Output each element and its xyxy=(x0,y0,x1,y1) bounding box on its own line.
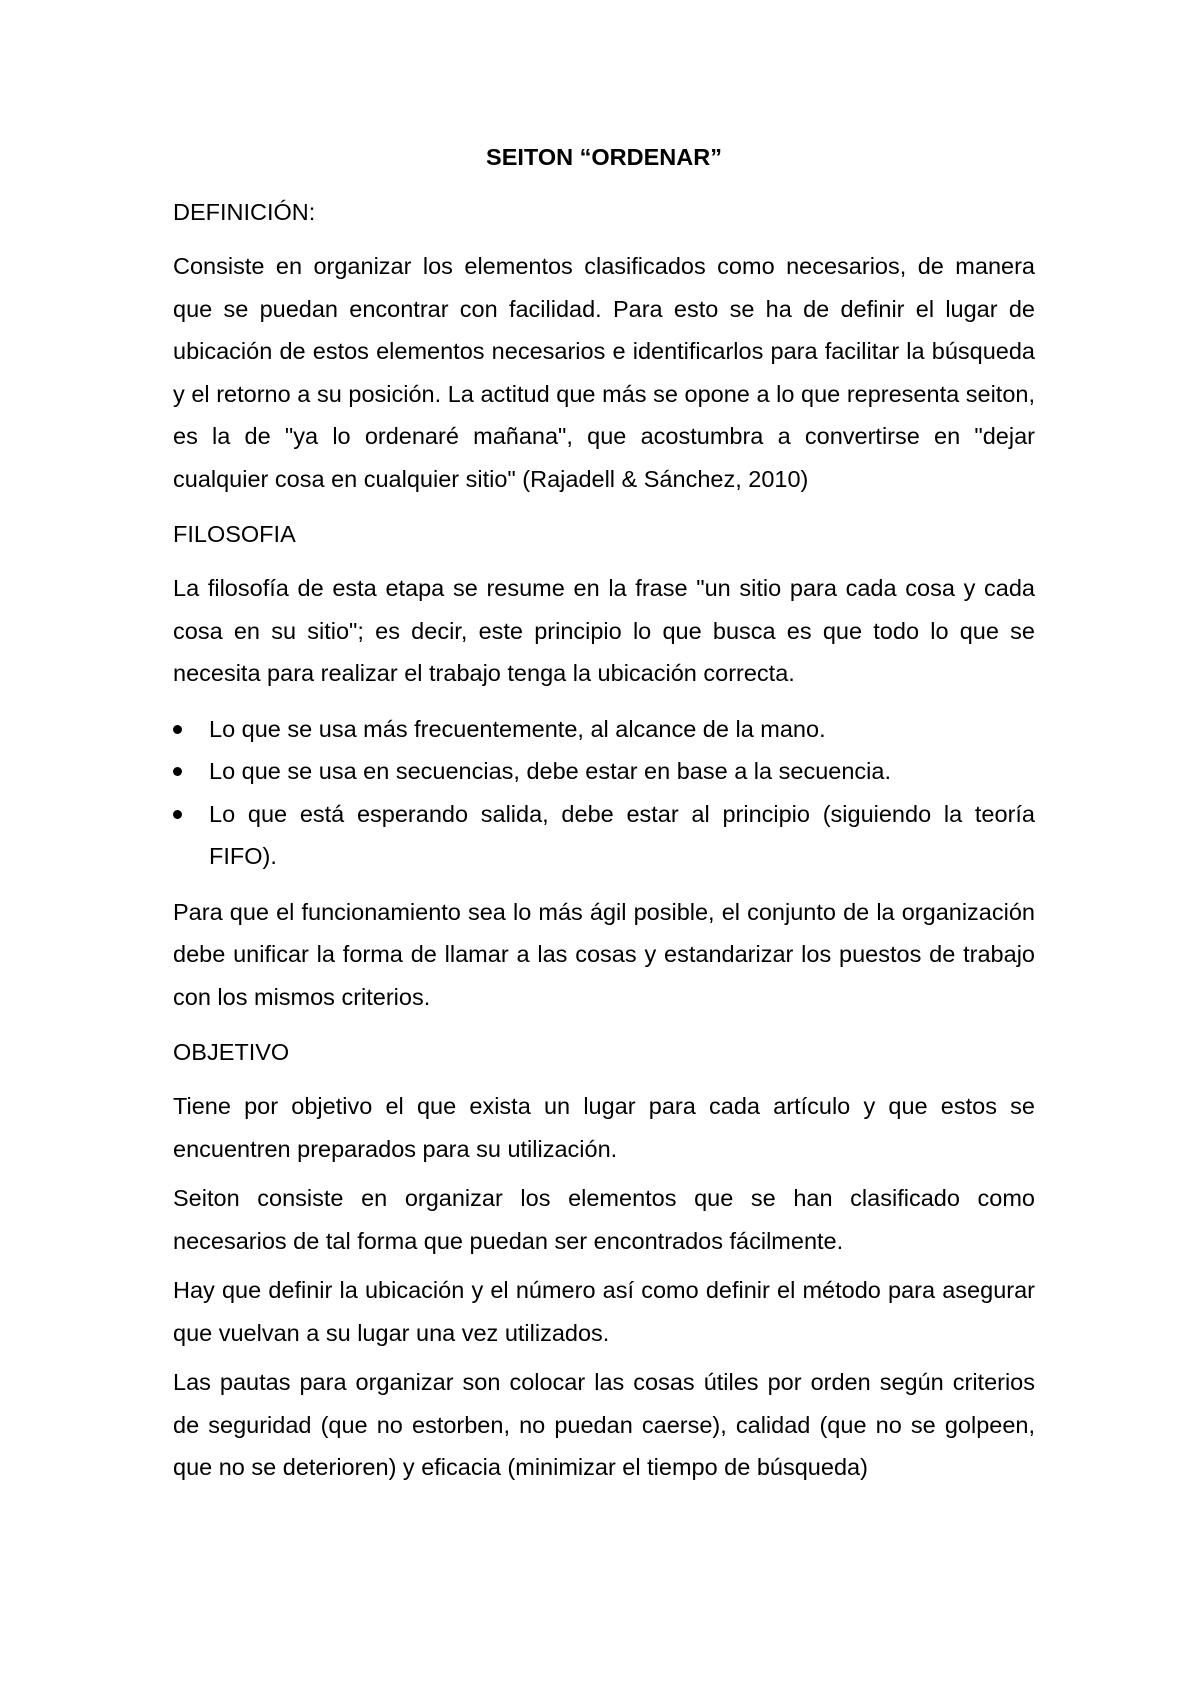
heading-objetivo: OBJETIVO xyxy=(173,1039,290,1065)
bullet-icon xyxy=(173,810,182,819)
paragraph-filosofia-closing: Para que el funcionamiento sea lo más ágil posible, el conjunto de la organización debe unificar la forma de llamar a las cosas y estandarizar los puestos de trabajo con los mismos criterios. xyxy=(173,898,1035,1010)
paragraph-objetivo-4: Las pautas para organizar son colocar las cosas útiles por orden según criterios de seguridad (que no estorben, no puedan caerse), calidad (que no se golpeen, que no se deterioren) y eficacia (minimizar el tiempo de búsqueda) xyxy=(173,1369,1035,1480)
list-item-text: Lo que se usa más frecuentemente, al alcance de la mano. xyxy=(209,715,826,742)
document-body xyxy=(173,136,1035,1496)
heading-definicion: DEFINICIÓN: xyxy=(173,199,316,225)
paragraph-definicion: Consiste en organizar los elementos clasificados como necesarios, de manera que se puedan encontrar con facilidad. Para esto se ha de definir el lugar de ubicación de estos elementos necesarios e identificarlos para facilitar la búsqueda y el retorno a su posición. La actitud que más se opone a lo que representa seiton, es la de "ya lo ordenaré mañana", que acostumbra a convertirse en "dejar cualquier cosa en cualquier sitio" (Rajadell & Sánchez, 2010) xyxy=(173,253,1035,492)
paragraph-objetivo-1: Tiene por objetivo el que exista un lugar para cada artículo y que estos se encuentren preparados para su utilización. xyxy=(173,1093,1035,1162)
list-item-text: Lo que está esperando salida, debe estar al principio (siguiendo la teoría FIFO). xyxy=(209,800,1035,869)
paragraph-filosofia: La filosofía de esta etapa se resume en la frase "un sitio para cada cosa y cada cosa en su sitio"; es decir, este principio lo que busca es que todo lo que se necesita para realizar el trabajo tenga la ubicación correcta. xyxy=(173,575,1035,686)
paragraph-objetivo-2: Seiton consiste en organizar los elementos que se han clasificado como necesarios de tal forma que puedan ser encontrados fácilmente. xyxy=(173,1185,1035,1254)
list-item xyxy=(173,750,1035,793)
list-item-text: Lo que se usa en secuencias, debe estar en base a la secuencia. xyxy=(209,758,891,784)
paragraph-objetivo-3: Hay que definir la ubicación y el número así como definir el método para asegurar que vuelvan a su lugar una vez utilizados. xyxy=(173,1277,1035,1346)
document-title: SEITON “ORDENAR” xyxy=(486,144,722,170)
bullet-icon xyxy=(173,767,182,776)
heading-filosofia: FILOSOFIA xyxy=(173,521,296,547)
list-item xyxy=(173,793,1035,878)
list-item xyxy=(173,708,1035,751)
bullet-icon xyxy=(173,725,182,734)
bullet-list xyxy=(173,708,1035,878)
